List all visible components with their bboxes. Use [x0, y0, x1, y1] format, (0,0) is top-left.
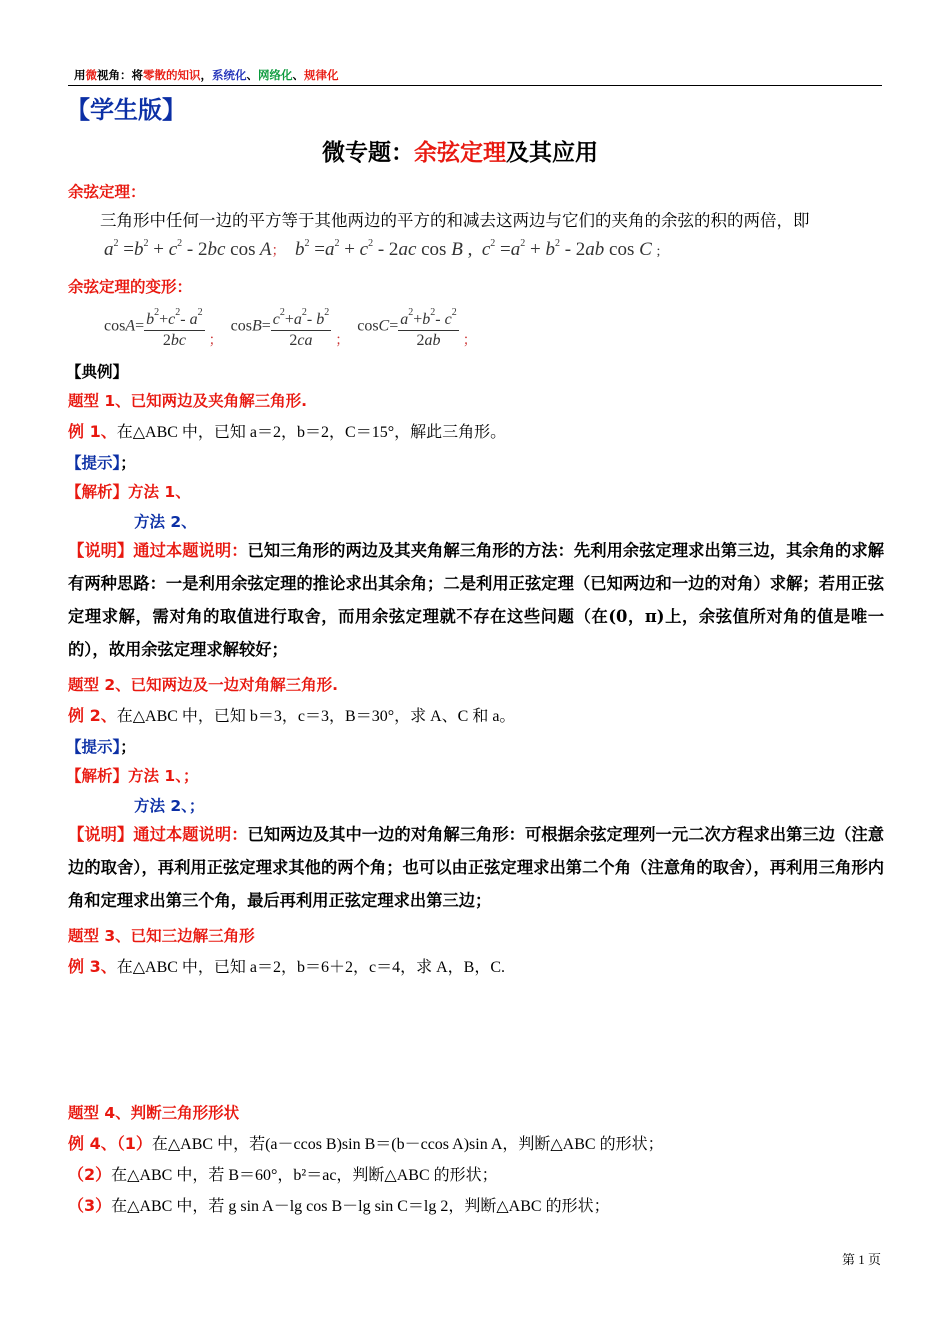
page-title: 微专题：余弦定理及其应用 [322, 140, 598, 166]
cosine-law-formulas: $a^2 =b^2 + c^2 - 2bc$ cos A； $b^2 =a^2 + c^2 - 2ac$ cos B , $c^2 =a^2 + b^2 - 2ab$ cos C ; [104, 238, 661, 260]
edition-badge: 【学生版】 [66, 96, 186, 124]
type1-hint: 【提示】； [66, 454, 136, 472]
type3-heading: 题型 3、已知三边解三角形 [68, 927, 255, 945]
type1-note: 【说明】通过本题说明：已知三角形的两边及其夹角解三角形的方法：先利用余弦定理求出第三边，其余角的求解有两种思路：一是利用余弦定理的推论求出其余角；二是利用正弦定理（已知两边和一边的对角）求解；若用正弦定理求解，需对角的取值进行取舍，而用余弦定理就不存在这些问题（在(0，π)上，余弦值所对角的值是唯一的），故用余弦定理求解较好； [68, 541, 884, 659]
type2-heading: 题型 2、已知两边及一边对角解三角形. [68, 676, 339, 694]
type4-q1: 例 4、（1）在△ABC 中，若(a－ccos B)sin B＝(b－ccos A)sin A，判断△ABC 的形状； [68, 1134, 664, 1153]
type4-heading: 题型 4、判断三角形形状 [68, 1104, 240, 1122]
section-heading-variant: 余弦定理的变形： [68, 278, 193, 296]
type1-solution: 【解析】方法 1、 [66, 483, 191, 501]
cosine-law-statement: 三角形中任何一边的平方等于其他两边的平方的和减去这两边与它们的夹角的余弦的积的两倍，即 [100, 211, 810, 230]
header-tagline: 用微视角：将零散的知识，系统化、网络化、规律化 [74, 68, 339, 82]
type1-method2: 方法 2、 [134, 513, 197, 531]
type1-heading: 题型 1、已知两边及夹角解三角形. [68, 392, 308, 410]
type3-example: 例 3、在△ABC 中，已知 a＝2，b＝6＋2，c＝4，求 A，B，C. [68, 957, 506, 976]
type2-hint: 【提示】； [66, 738, 136, 756]
type2-method2: 方法 2、； [134, 797, 205, 815]
type1-example: 例 1、在△ABC 中，已知 a＝2，b＝2，C＝15°，解此三角形。 [68, 422, 507, 441]
type2-note: 【说明】通过本题说明：已知两边及其中一边的对角解三角形：可根据余弦定理列一元二次方程求出第三边（注意边的取舍），再利用正弦定理求其他的两个角；也可以由正弦定理求出第二个角（注意角的取舍），再利用三角形内角和定理求出第三个角，最后再利用正弦定理求出第三边； [68, 825, 884, 910]
type4-q3: （3）在△ABC 中，若 g sin A－lg cos B－lg sin C＝lg 2，判断△ABC 的形状； [68, 1196, 610, 1215]
type2-solution: 【解析】方法 1、； [66, 767, 199, 785]
page-number: 第 1 页 [842, 1252, 882, 1267]
header-rule [68, 85, 882, 86]
type4-q2: （2）在△ABC 中，若 B＝60°，b²＝ac，判断△ABC 的形状； [68, 1165, 498, 1184]
examples-label: 【典例】 [66, 363, 129, 381]
cosine-variant-formulas: cosA= $\frac{b^2+c^2- a^2}{2bc}$ ； cosB= $\frac{c^2+a^2- b^2}{2ca}$ ； cosC= $\frac{a^2+b^2- c^2}{2ab}$ ； [104, 303, 477, 351]
type2-example: 例 2、在△ABC 中，已知 b＝3，c＝3，B＝30°，求 A、C 和 a。 [68, 706, 516, 725]
section-heading-cosine-law: 余弦定理： [68, 183, 146, 201]
